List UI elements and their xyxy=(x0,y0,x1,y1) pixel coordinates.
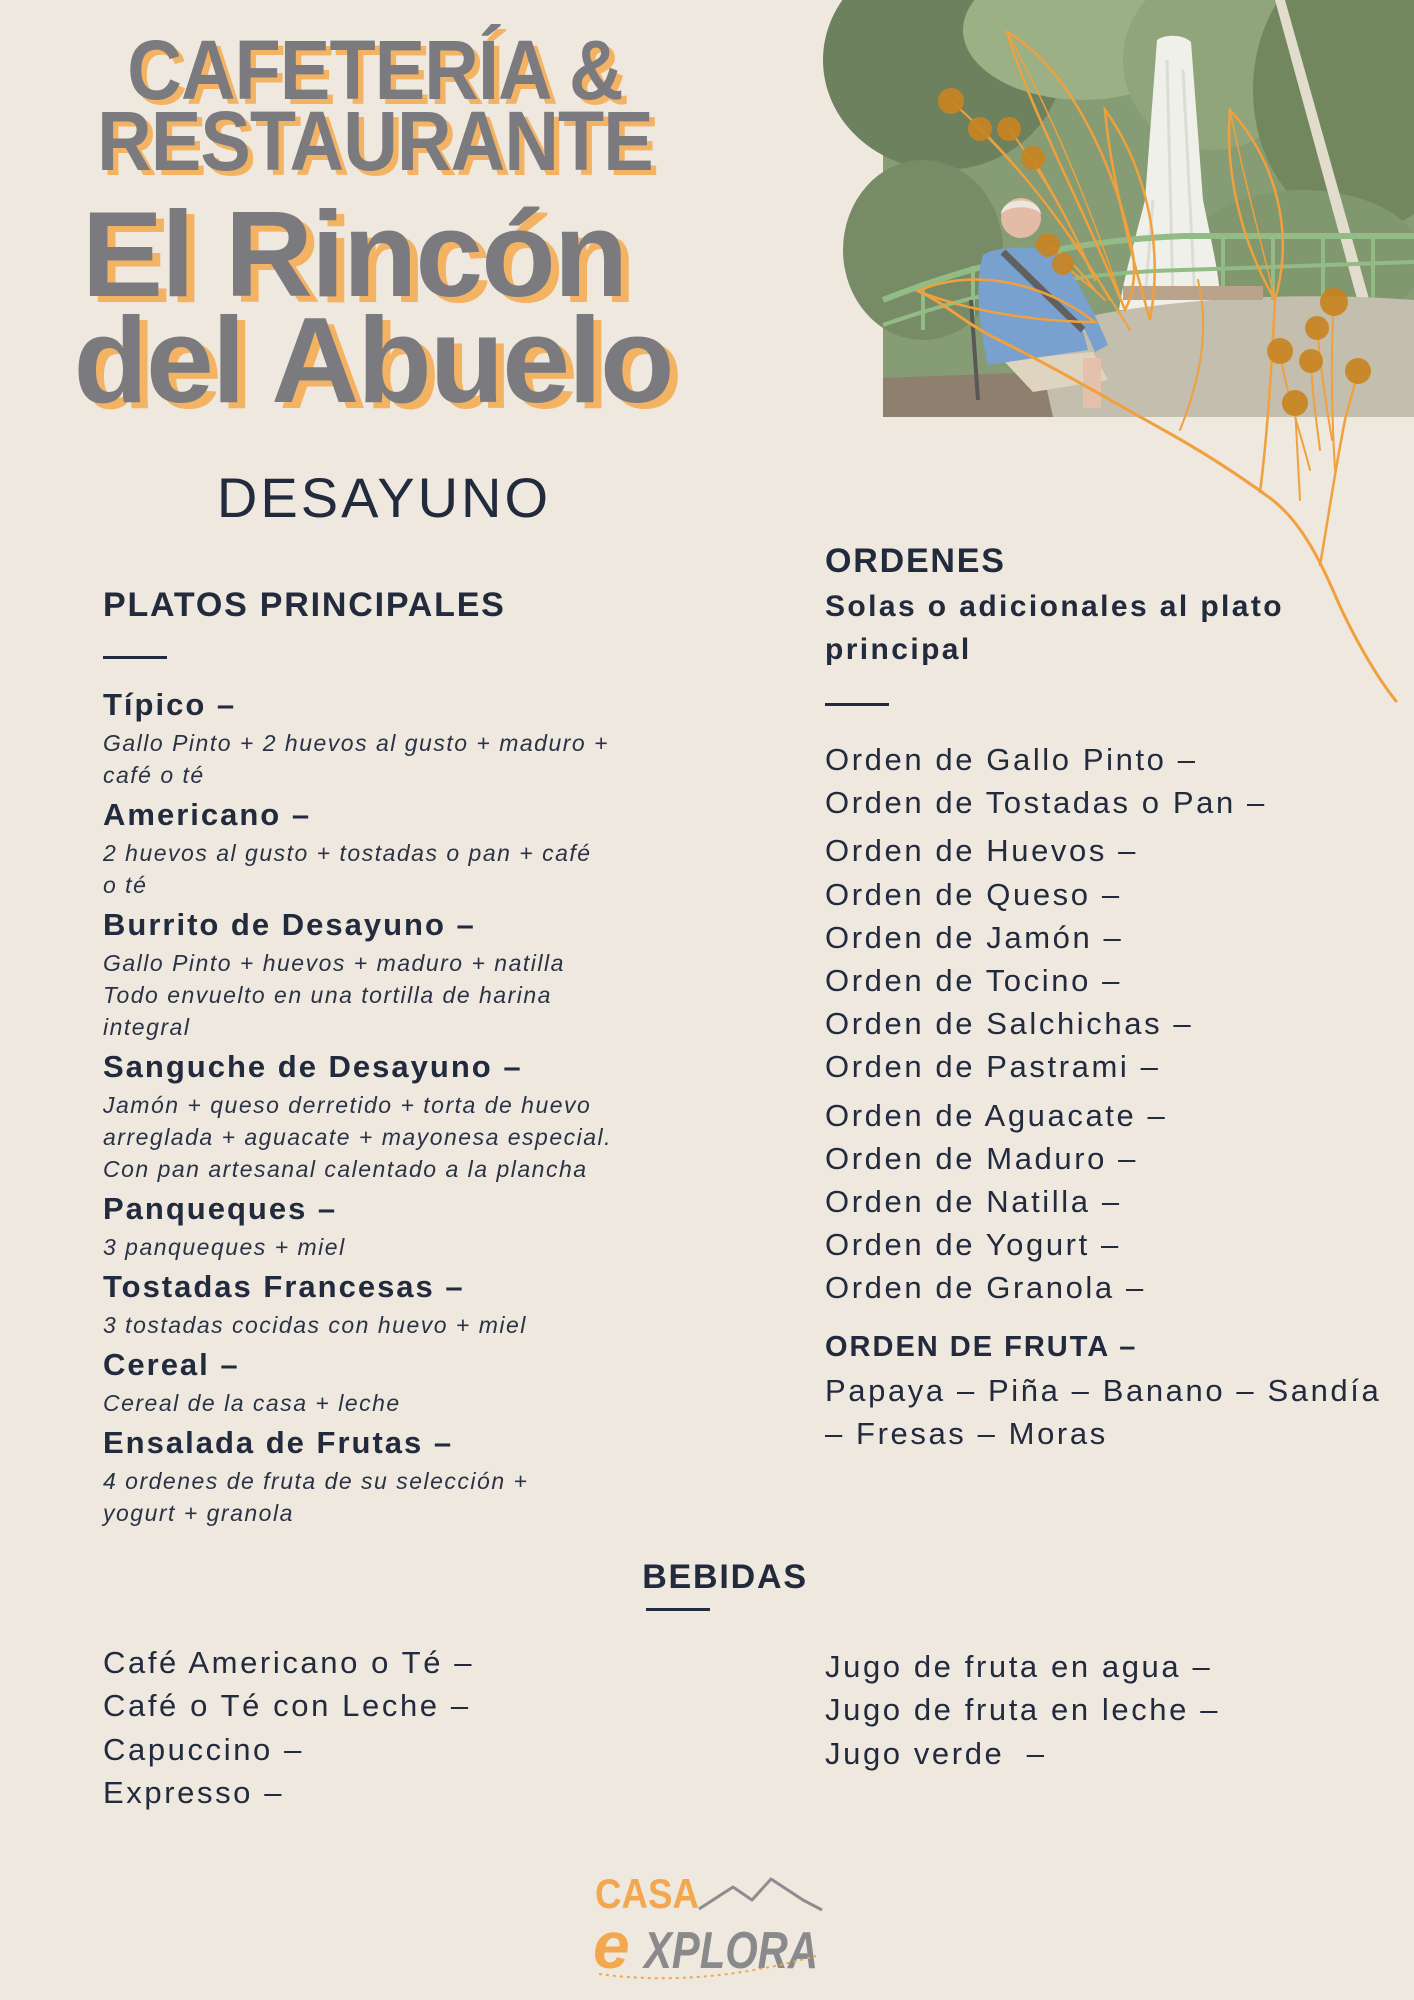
order-item: Orden de Tocino – xyxy=(825,963,1122,999)
drink-item: Jugo verde – xyxy=(825,1735,1047,1771)
menu-item xyxy=(103,1191,612,1263)
item-description-line: yogurt + granola xyxy=(103,1499,294,1526)
bebidas-heading: BEBIDAS xyxy=(642,1558,808,1596)
title-cafeteria: CAFETERÍA & xyxy=(127,23,623,117)
item-description-line: Gallo Pinto + 2 huevos al gusto + maduro + xyxy=(103,729,610,756)
bebidas-divider xyxy=(646,1608,710,1611)
item-description-line: 2 huevos al gusto + tostadas o pan + café xyxy=(103,839,592,866)
drink-item: Café Americano o Té – xyxy=(103,1645,475,1680)
item-description-line: 4 ordenes de fruta de su selección + xyxy=(103,1467,529,1494)
item-description-line: Jamón + queso derretido + torta de huevo xyxy=(103,1091,592,1118)
menu-item xyxy=(103,1347,612,1419)
ordenes-list xyxy=(825,738,1267,1310)
item-name: Sanguche de Desayuno – xyxy=(103,1049,523,1084)
menu-item xyxy=(103,687,612,791)
casa-explora-logo xyxy=(590,1868,830,1983)
logo-casa-text: CASA xyxy=(595,1870,699,1917)
drink-item: Expresso – xyxy=(103,1775,285,1811)
order-item: Orden de Jamón – xyxy=(825,919,1124,955)
bebidas-left-list xyxy=(103,1641,474,1815)
ordenes-heading: ORDENES xyxy=(825,542,1006,580)
order-item: Orden de Aguacate – xyxy=(825,1097,1168,1133)
restaurant-name-line2: del Abuelo xyxy=(73,292,673,428)
menu-item xyxy=(103,1425,612,1529)
order-item: Orden de Gallo Pinto – xyxy=(825,742,1198,777)
item-name: Tostadas Francesas – xyxy=(103,1269,465,1304)
order-item: Orden de Tostadas o Pan – xyxy=(825,785,1267,821)
fruta-line: – Fresas – Moras xyxy=(825,1416,1108,1452)
drink-item: Café o Té con Leche – xyxy=(103,1688,471,1724)
order-item: Orden de Yogurt – xyxy=(825,1227,1121,1263)
item-description-line: 3 panqueques + miel xyxy=(103,1233,346,1260)
drink-item: Capuccino – xyxy=(103,1731,304,1767)
item-name: Panqueques – xyxy=(103,1191,338,1226)
fruta-heading: ORDEN DE FRUTA – xyxy=(825,1331,1138,1363)
item-description-line: integral xyxy=(103,1013,191,1040)
order-item: Orden de Natilla – xyxy=(825,1184,1122,1220)
item-description-line: Gallo Pinto + huevos + maduro + natilla xyxy=(103,949,565,976)
logo-e-initial: e xyxy=(593,1908,630,1982)
menu-item xyxy=(103,907,612,1043)
item-name: Cereal – xyxy=(103,1347,240,1382)
menu-title: DESAYUNO xyxy=(216,466,552,529)
order-item: Orden de Huevos – xyxy=(825,833,1139,869)
item-name: Americano – xyxy=(103,797,312,832)
item-description-line: Con pan artesanal calentado a la plancha xyxy=(103,1155,588,1182)
item-description-line: Todo envuelto en una tortilla de harina xyxy=(103,981,552,1008)
ordenes-divider xyxy=(825,703,889,706)
item-name: Típico – xyxy=(103,687,237,722)
menu-item xyxy=(103,1269,612,1341)
fruta-line: Papaya – Piña – Banano – Sandía xyxy=(825,1373,1382,1408)
drink-item: Jugo de fruta en agua – xyxy=(825,1649,1213,1684)
order-item: Orden de Salchichas – xyxy=(825,1006,1194,1042)
platos-heading: PLATOS PRINCIPALES xyxy=(103,586,506,624)
order-item: Orden de Pastrami – xyxy=(825,1049,1161,1085)
item-description-line: café o té xyxy=(103,761,205,788)
logo-xplora-text: XPLORA xyxy=(641,1922,818,1980)
ordenes-subheading xyxy=(825,585,1284,671)
item-description-line: arreglada + aguacate + mayonesa especial. xyxy=(103,1123,613,1150)
title-restaurante: RESTAURANTE xyxy=(97,94,653,188)
item-name: Burrito de Desayuno – xyxy=(103,907,476,942)
restaurant-name-line1: El Rincón xyxy=(81,186,627,322)
ordenes-subheading-line: principal xyxy=(825,633,972,666)
item-name: Ensalada de Frutas – xyxy=(103,1425,454,1460)
order-item: Orden de Maduro – xyxy=(825,1140,1139,1176)
fruta-options xyxy=(825,1369,1381,1456)
order-item: Orden de Queso – xyxy=(825,876,1122,912)
item-description-line: 3 tostadas cocidas con huevo + miel xyxy=(103,1311,527,1338)
platos-list xyxy=(103,687,612,1535)
ordenes-subheading-line: Solas o adicionales al plato xyxy=(825,590,1284,623)
menu-item xyxy=(103,1049,612,1185)
menu-item xyxy=(103,797,612,901)
drink-item: Jugo de fruta en leche – xyxy=(825,1692,1221,1728)
bebidas-right-list xyxy=(825,1645,1220,1775)
item-description-line: o té xyxy=(103,871,148,898)
order-item: Orden de Granola – xyxy=(825,1270,1146,1306)
item-description-line: Cereal de la casa + leche xyxy=(103,1389,401,1416)
mountain-icon xyxy=(699,1879,822,1910)
platos-divider xyxy=(103,656,167,659)
